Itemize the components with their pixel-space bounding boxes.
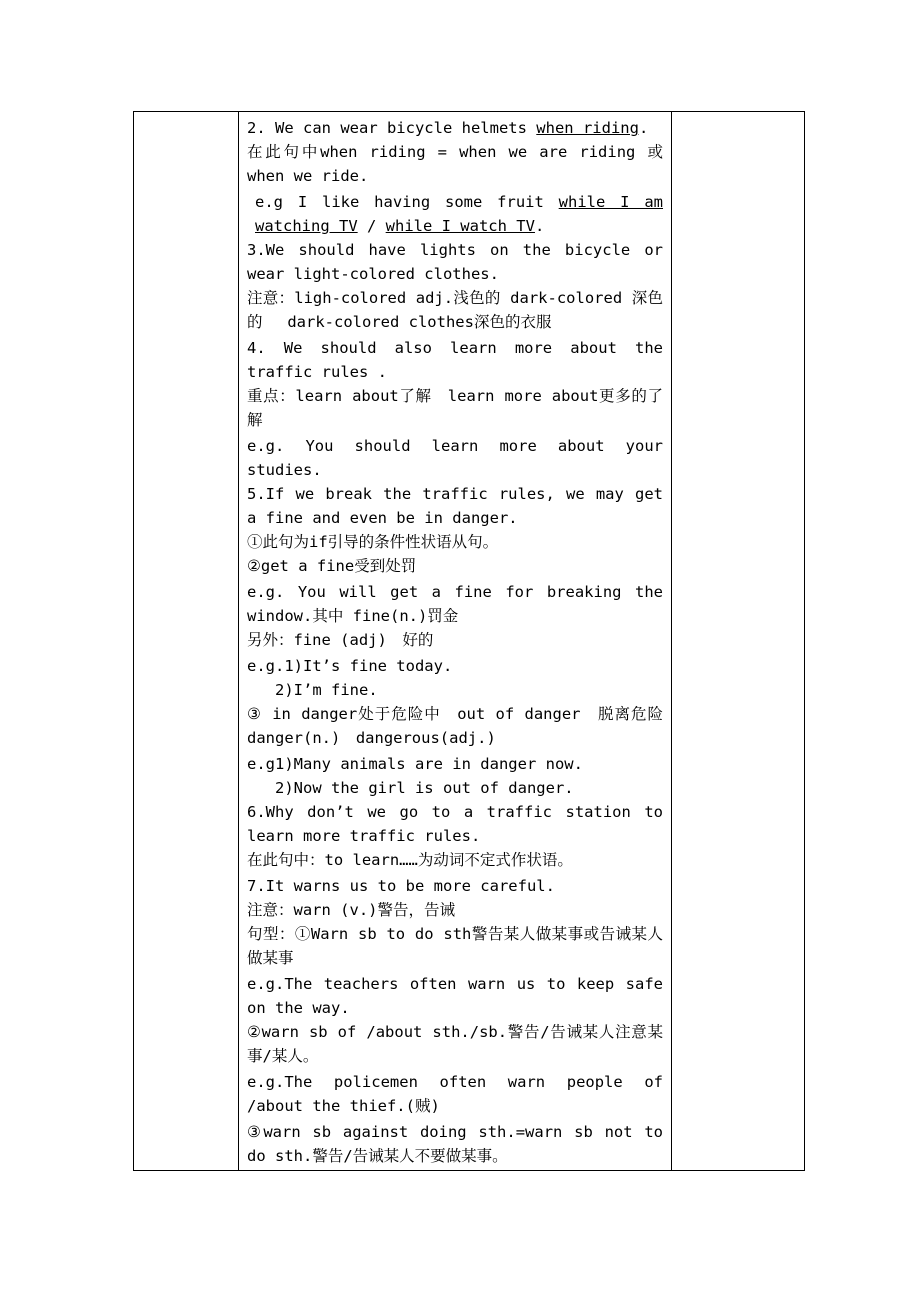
- note-5-example-2: 2)I’m fine.: [275, 681, 378, 699]
- note-5-danger-example-1: e.g1)Many animals are in danger now.: [247, 755, 583, 773]
- note-4-example: e.g. You should learn more about your studies.: [247, 437, 663, 479]
- note-2-example-text: e.g I like having some fruit: [255, 193, 559, 211]
- notes-cell: [239, 112, 679, 1171]
- note-2-explanation: 在此句中when riding = when we are riding 或when we ride.: [247, 143, 663, 185]
- note-3-explanation: 注意：ligh-colored adj.浅色的 dark-colored 深色的 dark-colored clothes深色的衣服: [247, 289, 663, 331]
- right-column-cell: [672, 112, 805, 1171]
- note-7-example-1: e.g.The teachers often warn us to keep safe on the way.: [247, 975, 663, 1017]
- note-7-pattern-2: ②warn sb of /about sth./sb.警告/告诫某人注意某事/某人。: [247, 1023, 663, 1065]
- note-3-sentence: 3.We should have lights on the bicycle or wear light-colored clothes.: [247, 241, 663, 283]
- note-5-sentence: 5.If we break the traffic rules, we may get a fine and even be in danger.: [247, 485, 663, 527]
- note-2-tail: .: [638, 119, 649, 137]
- note-4-key-point: 重点：learn about了解 learn more about更多的了解: [247, 387, 663, 429]
- note-2-sentence: [247, 116, 663, 140]
- note-5-example-1: e.g.1)It’s fine today.: [247, 657, 453, 675]
- note-7-example-2: e.g.The policemen often warn people of /about the thief.(贼): [247, 1073, 663, 1115]
- left-column-cell: [134, 112, 239, 1171]
- note-5-point-2: ②get a fine受到处罚: [247, 557, 417, 575]
- note-5-point-1: ①此句为if引导的条件性状语从句。: [247, 533, 499, 551]
- note-5-point-3: ③ in danger处于危险中 out of danger 脱离危险 danger(n.) dangerous(adj.): [247, 705, 679, 747]
- note-2-example-underline-2: while I watch TV: [385, 217, 535, 235]
- note-2-underlined: when riding: [536, 119, 639, 137]
- note-2-example: [247, 190, 663, 238]
- lesson-table: [133, 111, 805, 1171]
- note-2-example-separator: /: [357, 217, 386, 235]
- note-2-example-tail: .: [534, 217, 545, 235]
- note-6-explanation: 在此句中：to learn……为动词不定式作状语。: [247, 851, 573, 869]
- note-6-sentence: 6.Why don’t we go to a traffic station to learn more traffic rules.: [247, 803, 663, 845]
- note-7-pattern-1: 句型：①Warn sb to do sth警告某人做某事或告诫某人做某事: [247, 925, 663, 967]
- note-7-pattern-3: ③warn sb against doing sth.=warn sb not to do sth.警告/告诫某人不要做某事。: [247, 1123, 663, 1165]
- note-4-sentence: 4. We should also learn more about the traffic rules .: [247, 339, 663, 381]
- note-7-note: 注意：warn (v.)警告，告诫: [247, 901, 455, 919]
- table-row: [134, 112, 805, 1171]
- note-2-example-underline-1: while I am watching TV: [255, 193, 664, 235]
- note-7-sentence: 7.It warns us to be more careful.: [247, 877, 555, 895]
- note-5-extra: 另外：fine (adj) 好的: [247, 631, 434, 649]
- note-2-text: 2. We can wear bicycle helmets: [247, 119, 537, 137]
- note-5-danger-example-2: 2)Now the girl is out of danger.: [275, 779, 574, 797]
- note-5-example: e.g. You will get a fine for breaking the window.其中 fine(n.)罚金: [247, 583, 663, 625]
